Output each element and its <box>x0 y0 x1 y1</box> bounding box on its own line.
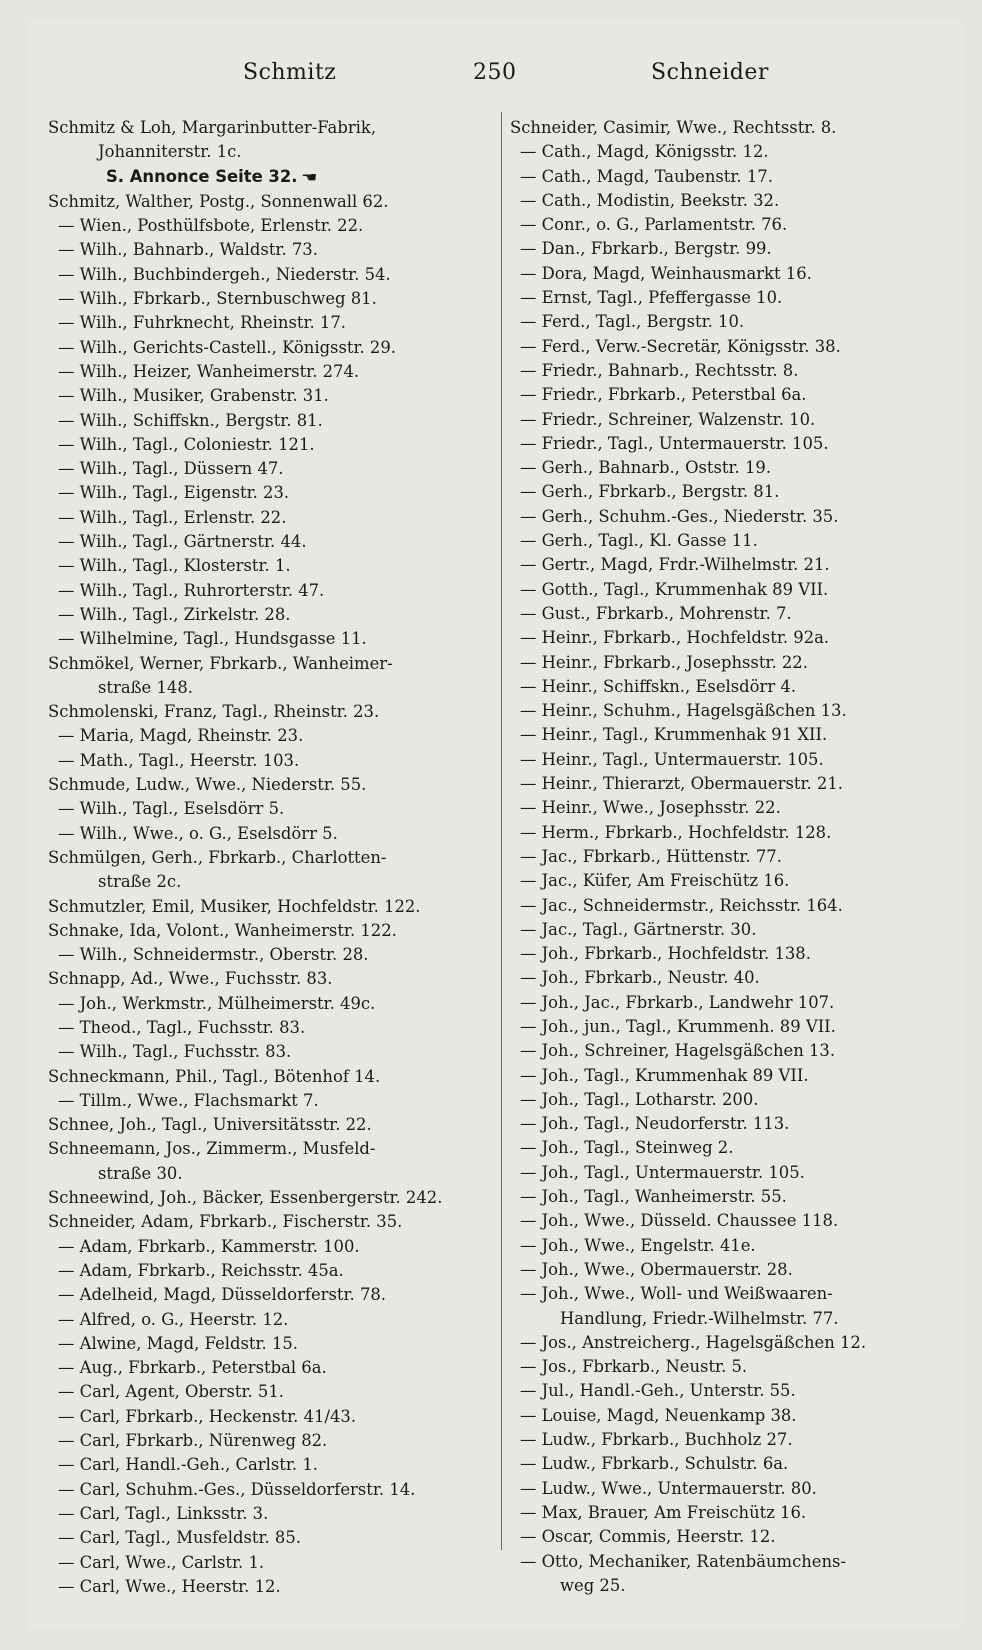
directory-entry: — Carl, Fbrkarb., Heckenstr. 41/43. <box>58 1406 357 1426</box>
entry-continuation: weg 25. <box>560 1575 626 1595</box>
directory-entry: Schnake, Ida, Volont., Wanheimerstr. 122. <box>48 920 397 940</box>
directory-entry: Schneewind, Joh., Bäcker, Essenbergerstr. 242. <box>48 1188 443 1208</box>
directory-entry: Schneider, Casimir, Wwe., Rechtsstr. 8. <box>510 118 837 137</box>
directory-entry: — Ludw., Wwe., Untermauerstr. 80. <box>520 1478 817 1498</box>
directory-entry: Schneckmann, Phil., Tagl., Bötenhof 14. <box>48 1066 381 1086</box>
directory-entry: — Joh., Tagl., Steinweg 2. <box>520 1138 734 1158</box>
directory-entry: — Wilh., Buchbindergeh., Niederstr. 54. <box>58 264 391 284</box>
entry-continuation: straße 2c. <box>98 872 182 892</box>
directory-entry: Schmülgen, Gerh., Fbrkarb., Charlotten- <box>48 847 387 867</box>
directory-entry: — Jac., Küfer, Am Freischütz 16. <box>520 871 790 891</box>
directory-entry: — Tillm., Wwe., Flachsmarkt 7. <box>58 1090 319 1110</box>
directory-entry: — Wilh., Tagl., Coloniestr. 121. <box>58 434 315 454</box>
directory-entry: — Heinr., Tagl., Krummenhak 91 XII. <box>520 725 828 745</box>
directory-entry: — Wilh., Tagl., Eigenstr. 23. <box>58 483 290 503</box>
directory-entry: — Wilh., Tagl., Eselsdörr 5. <box>58 799 285 819</box>
directory-entry: — Wilh., Heizer, Wanheimerstr. 274. <box>58 361 360 381</box>
directory-entry: — Wilh., Tagl., Fuchsstr. 83. <box>58 1042 292 1062</box>
directory-entry: — Gerh., Fbrkarb., Bergstr. 81. <box>520 482 780 502</box>
directory-entry: — Maria, Magd, Rheinstr. 23. <box>58 726 304 746</box>
directory-entry: — Wilh., Tagl., Düssern 47. <box>58 459 284 479</box>
directory-entry: — Theod., Tagl., Fuchsstr. 83. <box>58 1017 306 1037</box>
directory-entry: — Joh., Wwe., Düsseld. Chaussee 118. <box>520 1211 839 1231</box>
directory-entry: — Wilh., Fuhrknecht, Rheinstr. 17. <box>58 313 346 333</box>
page-number: 250 <box>473 60 517 85</box>
directory-entry: — Math., Tagl., Heerstr. 103. <box>58 750 300 770</box>
directory-entry: — Joh., Wwe., Woll- und Weißwaaren- <box>520 1284 833 1304</box>
directory-entry: — Gust., Fbrkarb., Mohrenstr. 7. <box>520 603 792 623</box>
directory-entry: — Joh., Tagl., Untermauerstr. 105. <box>520 1162 805 1182</box>
header-left-running-name: Schmitz <box>243 60 337 85</box>
directory-entry: — Jac., Tagl., Gärtnerstr. 30. <box>520 919 757 939</box>
directory-entry: — Friedr., Fbrkarb., Peterstbal 6a. <box>520 385 807 405</box>
pointing-hand-icon: ☚ <box>301 169 318 186</box>
directory-entry: — Gotth., Tagl., Krummenhak 89 VII. <box>520 579 829 599</box>
directory-entry: — Carl, Wwe., Carlstr. 1. <box>58 1552 265 1572</box>
directory-entry: — Alfred, o. G., Heerstr. 12. <box>58 1309 289 1329</box>
directory-entry: — Wilh., Gerichts-Castell., Königsstr. 29. <box>58 337 396 357</box>
directory-entry: — Aug., Fbrkarb., Peterstbal 6a. <box>58 1358 327 1378</box>
directory-entry: — Carl, Wwe., Heerstr. 12. <box>58 1576 281 1596</box>
directory-entry: — Heinr., Fbrkarb., Hochfeldstr. 92a. <box>520 628 830 648</box>
directory-entry: — Carl, Handl.-Geh., Carlstr. 1. <box>58 1455 318 1475</box>
directory-entry: — Jos., Anstreicherg., Hagelsgäßchen 12. <box>520 1332 867 1352</box>
directory-entry: — Cath., Magd, Königsstr. 12. <box>520 142 769 162</box>
directory-entry: — Gerh., Bahnarb., Oststr. 19. <box>520 458 772 478</box>
directory-entry: Schmitz & Loh, Margarinbutter-Fabrik, <box>48 118 377 137</box>
entry-continuation: Handlung, Friedr.-Wilhelmstr. 77. <box>560 1308 839 1328</box>
directory-entry: — Gerh., Tagl., Kl. Gasse 11. <box>520 531 758 551</box>
directory-entry: — Jac., Schneidermstr., Reichsstr. 164. <box>520 895 843 915</box>
directory-entry: — Friedr., Tagl., Untermauerstr. 105. <box>520 433 829 453</box>
directory-entry: — Wilh., Wwe., o. G., Eselsdörr 5. <box>58 823 338 843</box>
directory-entry: — Adelheid, Magd, Düsseldorferstr. 78. <box>58 1285 387 1305</box>
directory-entry: — Wilh., Tagl., Erlenstr. 22. <box>58 507 287 527</box>
directory-entry: — Carl, Tagl., Musfeldstr. 85. <box>58 1528 301 1548</box>
directory-entry: — Ludw., Fbrkarb., Buchholz 27. <box>520 1430 793 1450</box>
annonce-reference: S. Annonce Seite 32. ☚ <box>48 165 496 190</box>
directory-entry: — Otto, Mechaniker, Ratenbäumchens- <box>520 1551 847 1571</box>
directory-entry: — Wilh., Fbrkarb., Sternbuschweg 81. <box>58 289 377 309</box>
directory-entry: Schnee, Joh., Tagl., Universitätsstr. 22. <box>48 1115 372 1135</box>
directory-entry: — Heinr., Thierarzt, Obermauerstr. 21. <box>520 774 843 794</box>
directory-entry: — Dora, Magd, Weinhausmarkt 16. <box>520 263 812 283</box>
directory-entry: Schnapp, Ad., Wwe., Fuchsstr. 83. <box>48 969 333 989</box>
directory-entry: — Herm., Fbrkarb., Hochfeldstr. 128. <box>520 822 832 842</box>
directory-entry: — Friedr., Bahnarb., Rechtsstr. 8. <box>520 360 799 380</box>
directory-entry: — Carl, Fbrkarb., Nürenweg 82. <box>58 1431 328 1451</box>
directory-entry: — Wilh., Musiker, Grabenstr. 31. <box>58 386 329 406</box>
directory-entry: — Joh., Werkmstr., Mülheimerstr. 49c. <box>58 993 376 1013</box>
directory-entry: — Max, Brauer, Am Freischütz 16. <box>520 1502 807 1522</box>
directory-entry: — Wilhelmine, Tagl., Hundsgasse 11. <box>58 629 367 649</box>
directory-entry: — Jos., Fbrkarb., Neustr. 5. <box>520 1357 748 1377</box>
directory-entry: — Heinr., Tagl., Untermauerstr. 105. <box>520 749 824 769</box>
directory-entry: — Carl, Agent, Oberstr. 51. <box>58 1382 284 1402</box>
right-column <box>510 116 946 1598</box>
directory-entry: — Joh., Wwe., Obermauerstr. 28. <box>520 1259 793 1279</box>
entry-continuation: straße 148. <box>98 677 193 697</box>
column-divider <box>501 112 502 1550</box>
directory-entry: Schmutzler, Emil, Musiker, Hochfeldstr. 122. <box>48 896 421 916</box>
directory-entry: — Alwine, Magd, Feldstr. 15. <box>58 1333 299 1353</box>
directory-entry: — Wilh., Schneidermstr., Oberstr. 28. <box>58 945 369 965</box>
directory-entry: Schneider, Adam, Fbrkarb., Fischerstr. 35. <box>48 1212 403 1232</box>
directory-entry: — Joh., Schreiner, Hagelsgäßchen 13. <box>520 1041 836 1061</box>
directory-entry: — Wilh., Tagl., Klosterstr. 1. <box>58 556 291 576</box>
directory-entry: — Friedr., Schreiner, Walzenstr. 10. <box>520 409 816 429</box>
directory-entry: — Gerh., Schuhm.-Ges., Niederstr. 35. <box>520 506 839 526</box>
directory-entry: Schneemann, Jos., Zimmerm., Musfeld- <box>48 1139 376 1159</box>
directory-entry: Schmitz, Walther, Postg., Sonnenwall 62. <box>48 191 389 211</box>
directory-entry: — Heinr., Fbrkarb., Josephsstr. 22. <box>520 652 808 672</box>
directory-page <box>28 20 962 1630</box>
header-right-running-name: Schneider <box>651 60 769 85</box>
directory-entry: — Joh., Wwe., Engelstr. 41e. <box>520 1235 756 1255</box>
directory-entry: — Dan., Fbrkarb., Bergstr. 99. <box>520 239 772 259</box>
directory-entry: — Louise, Magd, Neuenkamp 38. <box>520 1405 797 1425</box>
directory-entry: — Oscar, Commis, Heerstr. 12. <box>520 1527 776 1547</box>
left-column <box>48 116 496 1599</box>
directory-entry: — Gertr., Magd, Frdr.-Wilhelmstr. 21. <box>520 555 830 575</box>
entry-continuation: Johanniterstr. 1c. <box>98 142 242 162</box>
directory-entry: — Jac., Fbrkarb., Hüttenstr. 77. <box>520 846 782 866</box>
directory-entry: — Wilh., Bahnarb., Waldstr. 73. <box>58 240 318 260</box>
directory-entry: — Adam, Fbrkarb., Reichsstr. 45a. <box>58 1260 344 1280</box>
directory-entry: Schmude, Ludw., Wwe., Niederstr. 55. <box>48 775 367 795</box>
directory-entry: — Ferd., Tagl., Bergstr. 10. <box>520 312 745 332</box>
directory-entry: — Carl, Schuhm.-Ges., Düsseldorferstr. 14. <box>58 1479 416 1499</box>
directory-entry: — Joh., Jac., Fbrkarb., Landwehr 107. <box>520 992 835 1012</box>
directory-entry: — Ferd., Verw.-Secretär, Königsstr. 38. <box>520 336 841 356</box>
directory-entry: — Wilh., Tagl., Gärtnerstr. 44. <box>58 532 307 552</box>
directory-entry: — Adam, Fbrkarb., Kammerstr. 100. <box>58 1236 360 1256</box>
directory-entry: — Joh., jun., Tagl., Krummenh. 89 VII. <box>520 1016 836 1036</box>
directory-entry: Schmökel, Werner, Fbrkarb., Wanheimer- <box>48 653 393 673</box>
directory-entry: — Wilh., Schiffskn., Bergstr. 81. <box>58 410 323 430</box>
directory-entry: — Cath., Modistin, Beekstr. 32. <box>520 190 780 210</box>
directory-entry: — Joh., Tagl., Lotharstr. 200. <box>520 1089 759 1109</box>
directory-entry: — Wien., Posthülfsbote, Erlenstr. 22. <box>58 216 364 236</box>
directory-entry: Schmolenski, Franz, Tagl., Rheinstr. 23. <box>48 702 380 722</box>
directory-entry: — Joh., Tagl., Wanheimerstr. 55. <box>520 1187 787 1207</box>
directory-entry: — Joh., Fbrkarb., Hochfeldstr. 138. <box>520 944 811 964</box>
directory-entry: — Heinr., Wwe., Josephsstr. 22. <box>520 798 781 818</box>
directory-entry: — Joh., Tagl., Neudorferstr. 113. <box>520 1114 790 1134</box>
directory-entry: — Joh., Tagl., Krummenhak 89 VII. <box>520 1065 809 1085</box>
directory-entry: — Joh., Fbrkarb., Neustr. 40. <box>520 968 760 988</box>
directory-entry: — Heinr., Schuhm., Hagelsgäßchen 13. <box>520 701 847 721</box>
directory-entry: — Jul., Handl.-Geh., Unterstr. 55. <box>520 1381 796 1401</box>
directory-entry: — Wilh., Tagl., Zirkelstr. 28. <box>58 604 291 624</box>
directory-entry: — Carl, Tagl., Linksstr. 3. <box>58 1503 269 1523</box>
directory-entry: — Ernst, Tagl., Pfeffergasse 10. <box>520 288 783 308</box>
directory-entry: — Ludw., Fbrkarb., Schulstr. 6a. <box>520 1454 789 1474</box>
directory-entry: — Heinr., Schiffskn., Eselsdörr 4. <box>520 676 797 696</box>
entry-continuation: straße 30. <box>98 1163 183 1183</box>
directory-entry: — Cath., Magd, Taubenstr. 17. <box>520 166 773 186</box>
directory-entry: — Conr., o. G., Parlamentstr. 76. <box>520 215 788 235</box>
directory-entry: — Wilh., Tagl., Ruhrorterstr. 47. <box>58 580 325 600</box>
